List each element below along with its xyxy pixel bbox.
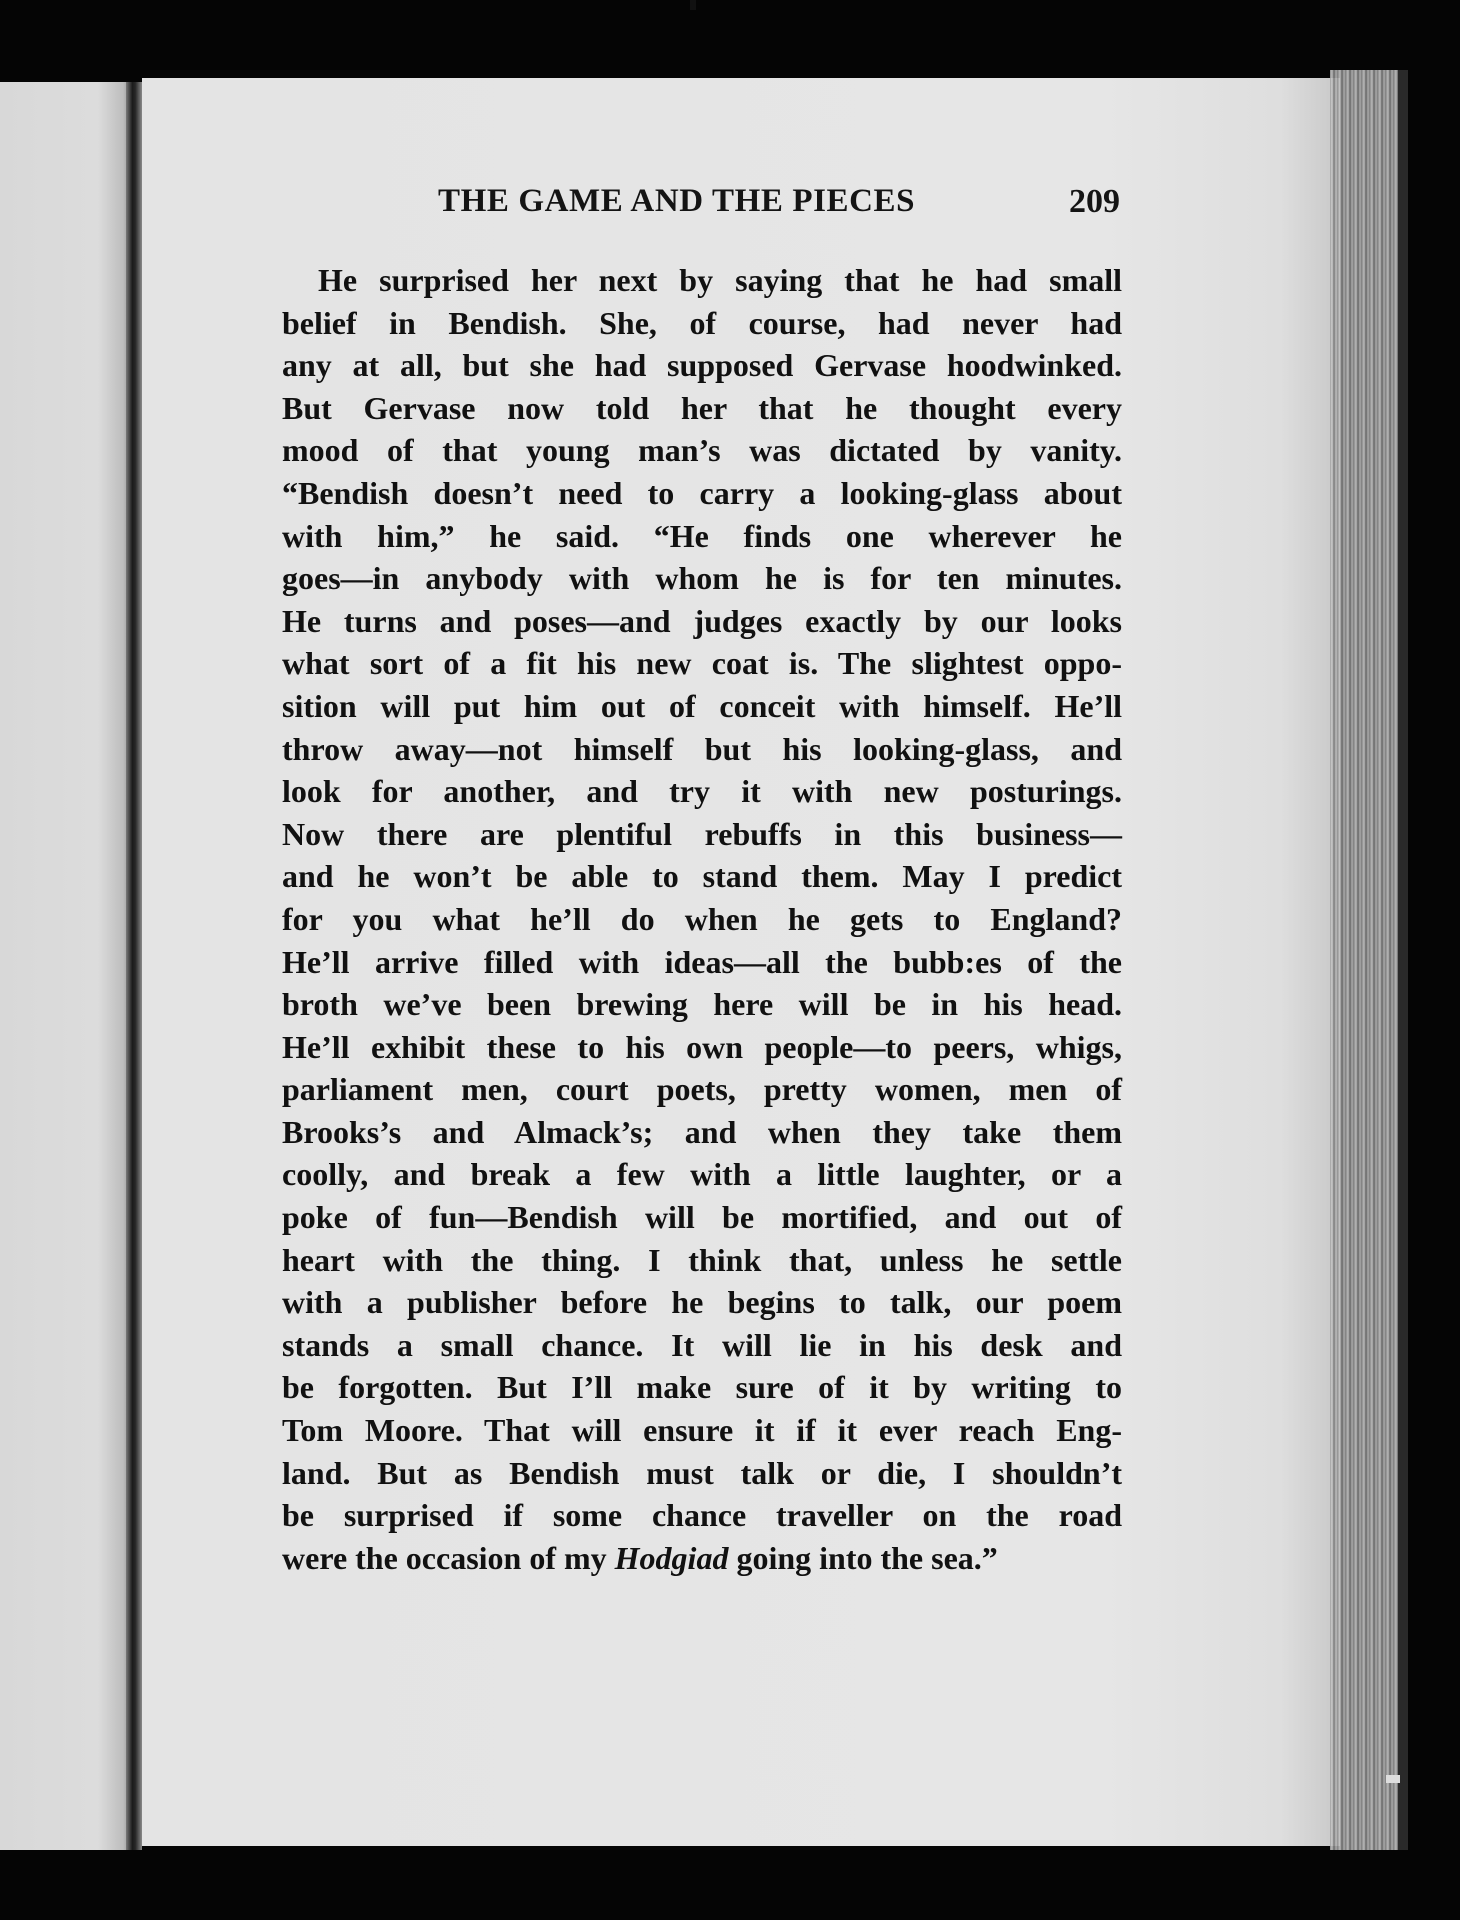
facing-page-edge (0, 82, 140, 1850)
text-line: be surprised if some chance traveller on the road (282, 1497, 1122, 1534)
scan-speck (1386, 1775, 1400, 1783)
text-line: mood of that young man’s was dictated by vanity. (282, 432, 1122, 469)
text-line: broth we’ve been brewing here will be in his head. (282, 986, 1122, 1023)
text-line: look for another, and try it with new posturings. (282, 773, 1122, 810)
text-line: with him,” he said. “He finds one wherever he (282, 517, 1122, 554)
text-line: “Bendish doesn’t need to carry a looking-glass about (282, 474, 1122, 511)
text-line: be forgotten. But I’ll make sure of it by writing to (282, 1369, 1122, 1406)
text-line-last (282, 1537, 1122, 1580)
text-line: He’ll arrive filled with ideas—all the bubb:es of the (282, 943, 1122, 980)
page-number: 209 (1069, 183, 1120, 220)
running-head (280, 183, 1120, 231)
text-line: with a publisher before he begins to talk, our poem (282, 1284, 1122, 1321)
text-line: Brooks’s and Almack’s; and when they take them (282, 1113, 1122, 1150)
italic-title: Hodgiad (614, 1539, 729, 1576)
text-line: coolly, and break a few with a little laughter, or a (282, 1156, 1122, 1193)
text-line: stands a small chance. It will lie in his desk and (282, 1326, 1122, 1363)
text-line: what sort of a fit his new coat is. The slightest oppo- (282, 645, 1122, 682)
text-line: Now there are plentiful rebuffs in this business— (282, 815, 1122, 852)
text-line: land. But as Bendish must talk or die, I shouldn’t (282, 1454, 1122, 1491)
text-line: He’ll exhibit these to his own people—to peers, whigs, (282, 1028, 1122, 1065)
body-text (282, 259, 1122, 1579)
text-line: goes—in anybody with whom he is for ten minutes. (282, 560, 1122, 597)
text-line: any at all, but she had supposed Gervase hoodwinked. (282, 347, 1122, 384)
scan-speck (690, 0, 696, 10)
text-line: But Gervase now told her that he thought every (282, 389, 1122, 426)
text-line: heart with the thing. I think that, unless he settle (282, 1241, 1122, 1278)
text-line: for you what he’ll do when he gets to England? (282, 900, 1122, 937)
book-gutter (126, 82, 142, 1850)
text-line: He surprised her next by saying that he had small (318, 262, 1122, 298)
text-line: and he won’t be able to stand them. May I predict (282, 858, 1122, 895)
running-title: THE GAME AND THE PIECES (438, 183, 916, 219)
text-segment: going into the sea.” (728, 1539, 998, 1576)
text-line: Tom Moore. That will ensure it if it ever reach Eng- (282, 1412, 1122, 1449)
text-line: He turns and poses—and judges exactly by our looks (282, 602, 1122, 639)
text-line: throw away—not himself but his looking-glass, and (282, 730, 1122, 767)
text-line: poke of fun—Bendish will be mortified, and out of (282, 1199, 1122, 1236)
text-line: sition will put him out of conceit with himself. He’ll (282, 687, 1122, 724)
text-segment: were the occasion of my (282, 1539, 615, 1576)
text-line: parliament men, court poets, pretty women, men of (282, 1071, 1122, 1108)
page-fore-edges (1330, 70, 1402, 1850)
fore-edge-shadow (1398, 70, 1408, 1850)
text-line: belief in Bendish. She, of course, had never had (282, 304, 1122, 341)
